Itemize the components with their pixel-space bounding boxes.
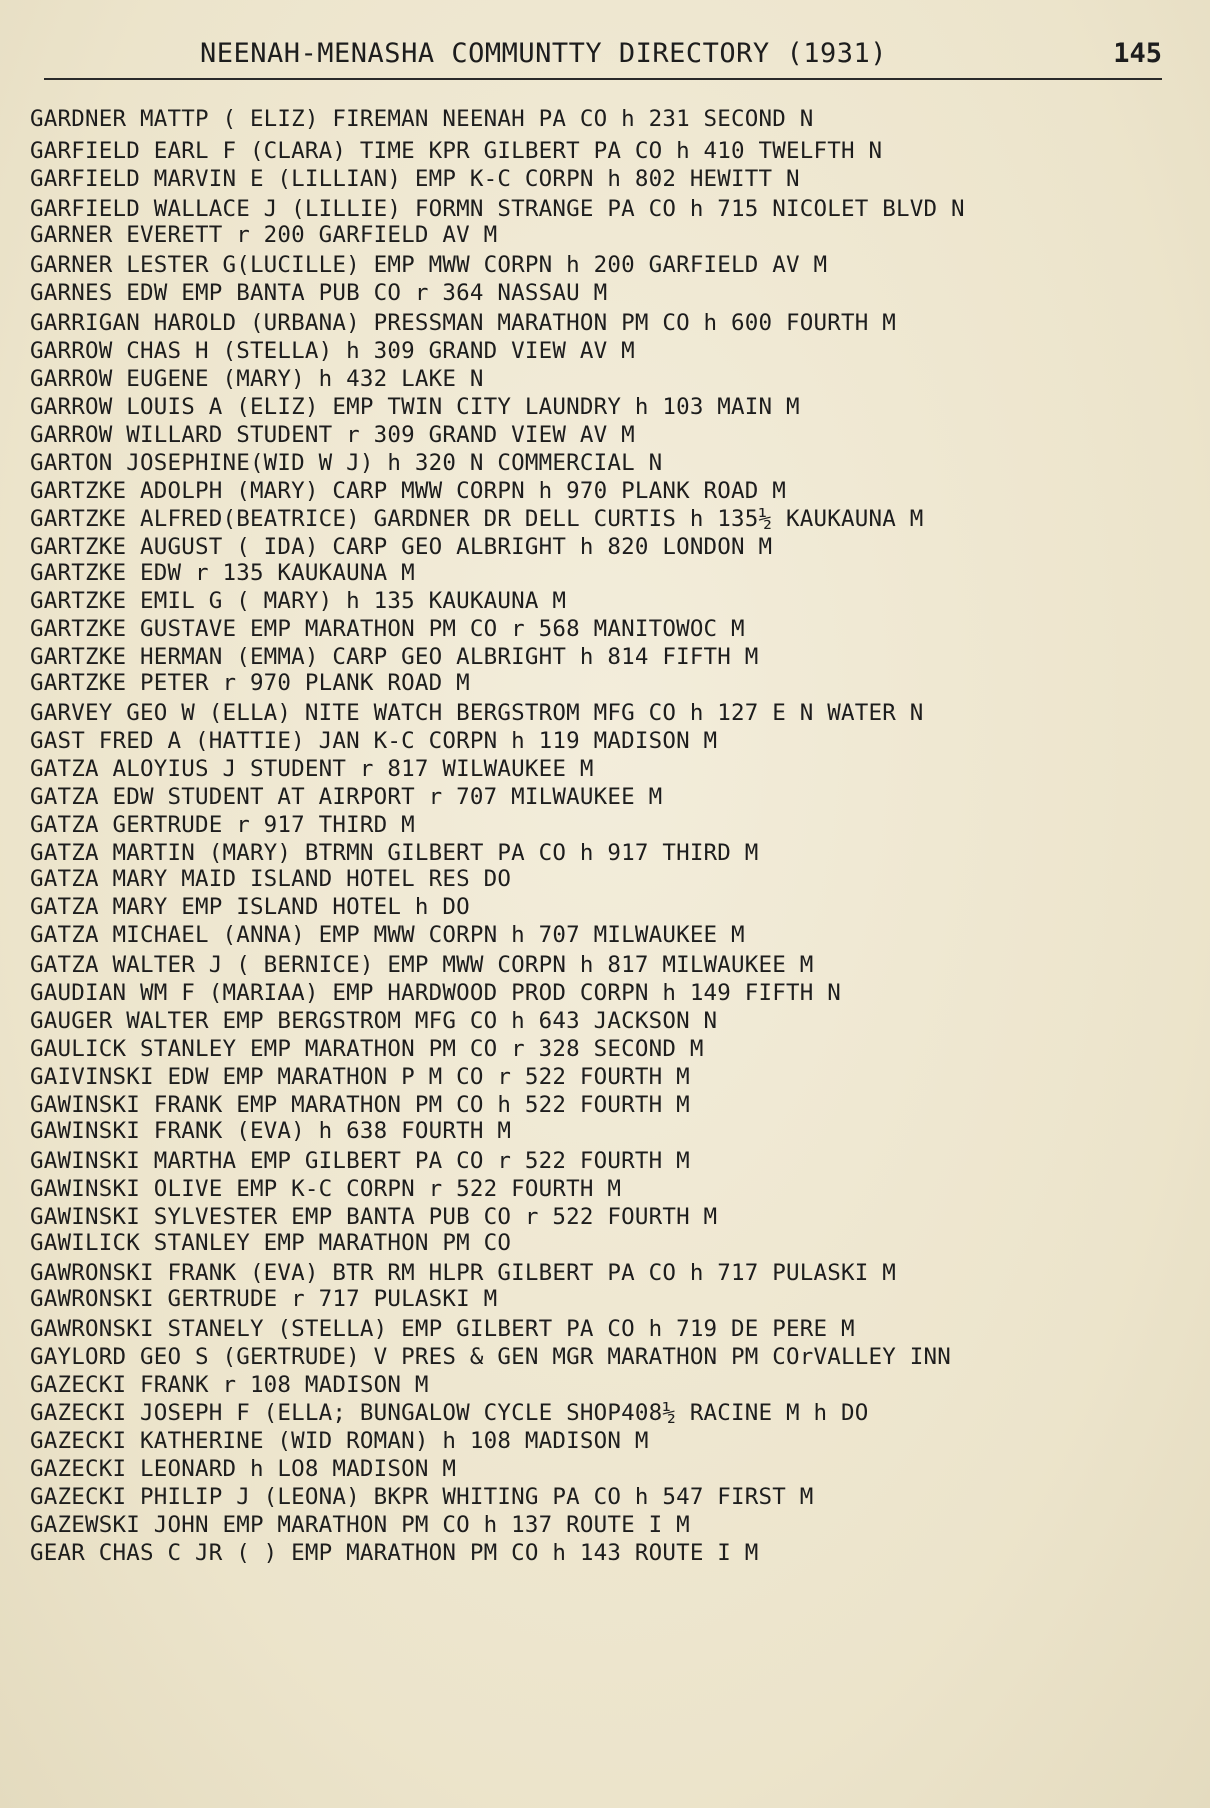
directory-entry: GARNES EDW EMP BANTA PUB CO r 364 NASSAU M <box>30 280 608 306</box>
directory-entry: GARTZKE GUSTAVE EMP MARATHON PM CO r 568 MANITOWOC M <box>30 616 745 642</box>
directory-entry: GAWILICK STANLEY EMP MARATHON PM CO <box>30 1230 512 1256</box>
directory-entry: GARNER EVERETT r 200 GARFIELD AV M <box>30 222 498 248</box>
header-divider <box>44 78 1162 80</box>
directory-entry: GAULICK STANLEY EMP MARATHON PM CO r 328 SECOND M <box>30 1036 704 1062</box>
directory-entry: GARFIELD WALLACE J (LILLIE) FORMN STRANGE PA CO h 715 NICOLET BLVD N <box>30 196 965 222</box>
page-number: 145 <box>1113 38 1162 69</box>
directory-entry: GAZEWSKI JOHN EMP MARATHON PM CO h 137 ROUTE I M <box>30 1512 690 1538</box>
directory-entry: GARROW CHAS H (STELLA) h 309 GRAND VIEW AV M <box>30 338 635 364</box>
directory-entry: GATZA WALTER J ( BERNICE) EMP MWW CORPN h 817 MILWAUKEE M <box>30 952 814 978</box>
directory-entry: GAYLORD GEO S (GERTRUDE) V PRES & GEN MGR MARATHON PM COrVALLEY INN <box>30 1344 951 1370</box>
directory-entry: GAST FRED A (HATTIE) JAN K-C CORPN h 119 MADISON M <box>30 728 718 754</box>
directory-entry: GARFIELD EARL F (CLARA) TIME KPR GILBERT PA CO h 410 TWELFTH N <box>30 138 883 164</box>
directory-entry: GARROW WILLARD STUDENT r 309 GRAND VIEW AV M <box>30 422 635 448</box>
directory-entry: GARTON JOSEPHINE(WID W J) h 320 N COMMERCIAL N <box>30 450 663 476</box>
directory-entry: GAZECKI JOSEPH F (ELLA; BUNGALOW CYCLE SHOP408½ RACINE M h DO <box>30 1400 869 1426</box>
directory-entry: GARVEY GEO W (ELLA) NITE WATCH BERGSTROM MFG CO h 127 E N WATER N <box>30 700 924 726</box>
directory-entry: GATZA ALOYIUS J STUDENT r 817 WILWAUKEE M <box>30 756 594 782</box>
directory-entry: GATZA EDW STUDENT AT AIRPORT r 707 MILWAUKEE M <box>30 784 663 810</box>
directory-entry: GARROW LOUIS A (ELIZ) EMP TWIN CITY LAUNDRY h 103 MAIN M <box>30 394 800 420</box>
directory-entry: GARDNER MATTP ( ELIZ) FIREMAN NEENAH PA CO h 231 SECOND N <box>30 106 814 132</box>
directory-entry: GARROW EUGENE (MARY) h 432 LAKE N <box>30 366 484 392</box>
directory-entry: GARFIELD MARVIN E (LILLIAN) EMP K-C CORPN h 802 HEWITT N <box>30 166 800 192</box>
directory-entry: GAWINSKI FRANK EMP MARATHON PM CO h 522 FOURTH M <box>30 1092 690 1118</box>
directory-entry: GATZA MARY MAID ISLAND HOTEL RES DO <box>30 866 512 892</box>
directory-entry: GARTZKE EMIL G ( MARY) h 135 KAUKAUNA M <box>30 588 567 614</box>
directory-entry: GAUGER WALTER EMP BERGSTROM MFG CO h 643 JACKSON N <box>30 1008 718 1034</box>
directory-entry: GAWRONSKI GERTRUDE r 717 PULASKI M <box>30 1286 498 1312</box>
directory-entries <box>30 104 1202 1804</box>
directory-entry: GATZA MICHAEL (ANNA) EMP MWW CORPN h 707 MILWAUKEE M <box>30 922 745 948</box>
directory-entry: GARRIGAN HAROLD (URBANA) PRESSMAN MARATHON PM CO h 600 FOURTH M <box>30 310 897 336</box>
directory-entry: GARNER LESTER G(LUCILLE) EMP MWW CORPN h 200 GARFIELD AV M <box>30 252 828 278</box>
directory-entry: GARTZKE ALFRED(BEATRICE) GARDNER DR DELL CURTIS h 135½ KAUKAUNA M <box>30 506 924 532</box>
directory-entry: GARTZKE EDW r 135 KAUKAUNA M <box>30 560 415 586</box>
page-header <box>30 30 1162 80</box>
directory-entry: GAUDIAN WM F (MARIAA) EMP HARDWOOD PROD CORPN h 149 FIFTH N <box>30 980 842 1006</box>
directory-entry: GAZECKI KATHERINE (WID ROMAN) h 108 MADISON M <box>30 1428 649 1454</box>
directory-entry: GAIVINSKI EDW EMP MARATHON P M CO r 522 FOURTH M <box>30 1064 690 1090</box>
directory-entry: GAWRONSKI FRANK (EVA) BTR RM HLPR GILBERT PA CO h 717 PULASKI M <box>30 1260 897 1286</box>
directory-entry: GATZA MARTIN (MARY) BTRMN GILBERT PA CO h 917 THIRD M <box>30 840 759 866</box>
directory-entry: GATZA GERTRUDE r 917 THIRD M <box>30 812 415 838</box>
page-title: NEENAH-MENASHA COMMUNTTY DIRECTORY (1931) <box>200 38 887 69</box>
directory-entry: GAZECKI LEONARD h LO8 MADISON M <box>30 1456 457 1482</box>
directory-entry: GEAR CHAS C JR ( ) EMP MARATHON PM CO h 143 ROUTE I M <box>30 1540 759 1566</box>
directory-entry: GAWINSKI FRANK (EVA) h 638 FOURTH M <box>30 1118 512 1144</box>
directory-entry: GARTZKE AUGUST ( IDA) CARP GEO ALBRIGHT h 820 LONDON M <box>30 534 773 560</box>
directory-entry: GARTZKE ADOLPH (MARY) CARP MWW CORPN h 970 PLANK ROAD M <box>30 478 787 504</box>
directory-entry: GAWRONSKI STANELY (STELLA) EMP GILBERT PA CO h 719 DE PERE M <box>30 1316 855 1342</box>
directory-entry: GAWINSKI SYLVESTER EMP BANTA PUB CO r 522 FOURTH M <box>30 1204 718 1230</box>
directory-entry: GAWINSKI OLIVE EMP K-C CORPN r 522 FOURTH M <box>30 1176 622 1202</box>
directory-entry: GAWINSKI MARTHA EMP GILBERT PA CO r 522 FOURTH M <box>30 1148 690 1174</box>
directory-entry: GAZECKI FRANK r 108 MADISON M <box>30 1372 429 1398</box>
directory-entry: GARTZKE HERMAN (EMMA) CARP GEO ALBRIGHT h 814 FIFTH M <box>30 644 759 670</box>
directory-entry: GATZA MARY EMP ISLAND HOTEL h DO <box>30 894 470 920</box>
directory-entry: GAZECKI PHILIP J (LEONA) BKPR WHITING PA CO h 547 FIRST M <box>30 1484 814 1510</box>
directory-entry: GARTZKE PETER r 970 PLANK ROAD M <box>30 670 470 696</box>
